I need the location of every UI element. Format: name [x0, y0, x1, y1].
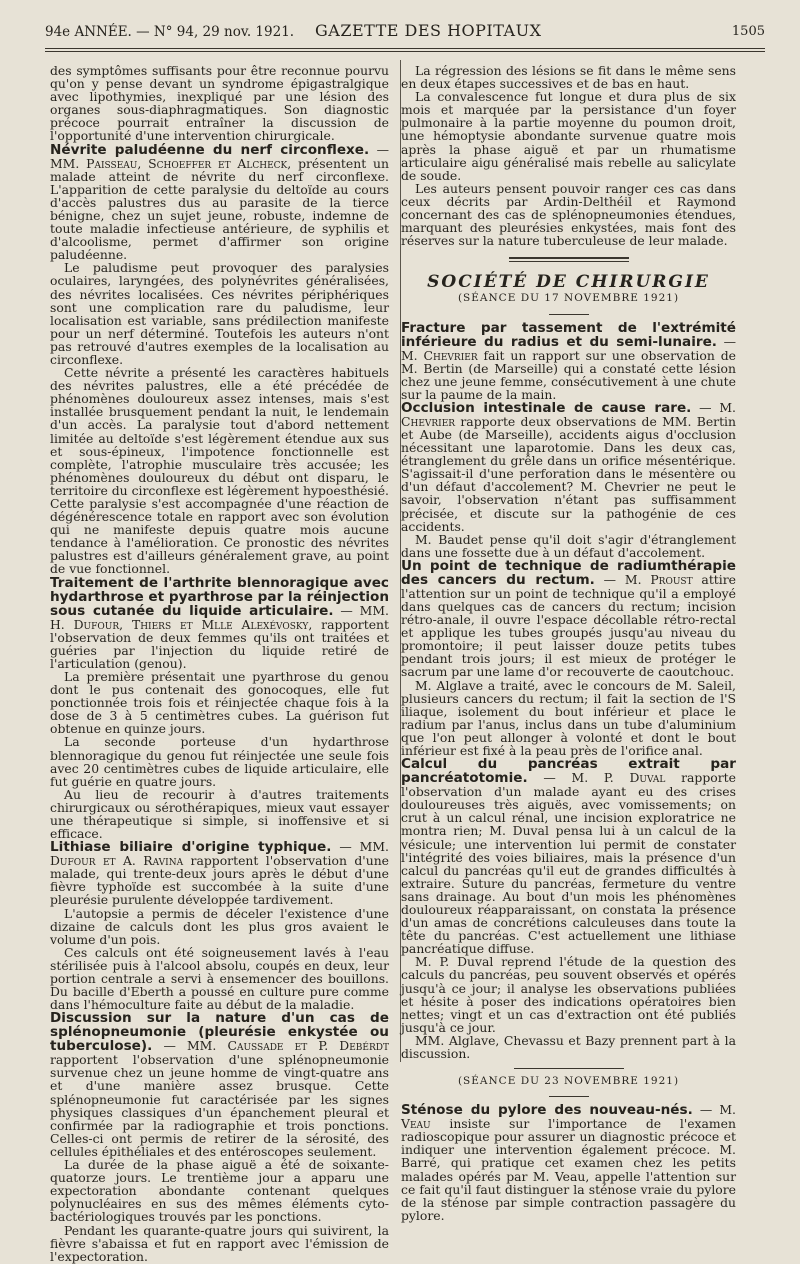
article-authors: — M. Chevrier — [401, 333, 736, 363]
article-text: attire l'attention sur un point de technique qu'il a employé dans quelques cas de cancers du rectum; incision rétro-anale, il ouvre l'espace décollable rétro-rectal et applique les tubes groupés jusqu'au niveau du promontoire; il peut laisser douze petits tubes pendant trois jours; il est mieux de protéger le sacrum par une lame d'or recouverte de caoutchouc. — [401, 571, 736, 680]
article-text: rapportent l'observation de deux femmes qu'ils ont traitées et guéries par l'injection du liquide retiré de l'articulation (genou). — [50, 616, 389, 671]
article-authors: — M. Proust — [603, 571, 693, 587]
right-column — [401, 64, 736, 1222]
article-authors: — M. Veau — [401, 1102, 736, 1132]
paragraph: M. Alglave a traité, avec le concours de M. Saleil, plusieurs cancers du rectum; il fait la section de l'S iliaque, isolement du bout inférieur et place le radium par l'anus, inclus dans un tube d'aluminium que l'on peut allonger à volonté et dont le bout inférieur est fixé à la peau près de l'orifice anal. — [401, 677, 736, 759]
article-text: insiste sur l'importance de l'examen radioscopique pour assurer un diagnostic précoce et indiquer une intervention également précoce. M. Barré, qui pratique cet examen chez les petits malades opérés par M. Veau, appelle l'attention sur ce fait qu'il faut distinguer la sténose vraie du pylore de la sténose par simple contraction passagère du pylore. — [401, 1116, 736, 1223]
article-text: rapporte l'observation d'un malade ayant eu des crises douloureuses très aiguës, avec vomissements; on crut à un calcul rénal, une incision exploratrice ne montra rien; M. Duval pensa lui à un calcul de la vésicule; une intervention lui permit de constater l'intégrité des voies biliaires, mais la présence d'un calcul du pancréas qu'il eut de grandes difficultés à extraire. Suture du pancréas, fermeture du ventre sans drainage. Au bout d'un mois les phénomènes douloureux réapparaissant, on constata la présence d'un amas de concrétions calculeuses dans toute la tête du pancréas. C'est actuellement une lithiase pancréatique diffuse. — [401, 770, 736, 957]
article-title: Occlusion intestinale de cause rare. — [401, 399, 692, 416]
paragraph: Ces calculs ont été soigneusement lavés à l'eau stérilisée puis à l'alcool absolu, coupés en deux, leur portion centrale a servi à ensemencer des bouillons. Du bacille d'Eberth a poussé en culture pure comme dans l'hémoculture faite au début de la maladie. — [50, 944, 389, 1013]
article-title: Névrite paludéenne du nerf circonflexe. — [50, 141, 370, 158]
article-title: Un point de technique de radiumthérapie des cancers du rectum. — [401, 557, 736, 588]
article-title: Calcul du pancréas extrait par pancréatotomie. — [401, 756, 736, 787]
paragraph: La régression des lésions se fit dans le même sens en deux étapes successives et de bas en haut. — [401, 63, 736, 92]
article-title: Traitement de l'arthrite blennoragique avec hydarthrose et pyarthrose par la réinjection sous cutanée du liquide articulaire. — [50, 574, 389, 619]
separator — [549, 1096, 589, 1097]
article-authors: — MM. Caussade et P. Debérdt — [163, 1038, 389, 1054]
article-title: Fracture par tassement de l'extrémité inférieure du radius et du semi-lunaire. — [401, 319, 736, 350]
paragraph: M. Baudet pense qu'il doit s'agir d'étranglement dans une fossette due à un défaut d'accolement. — [401, 531, 736, 560]
issue-info: 94e ANNÉE. — N° 94, 29 nov. 1921. — [45, 24, 295, 40]
article-text: fait un rapport sur une observation de M. Bertin (de Marseille) qui a constaté cette lésion chez une jeune femme, consécutivement à une chute sur la paume de la main. — [401, 347, 737, 402]
article-authors: — MM. Dufour et A. Ravina — [50, 839, 389, 869]
article-authors: — MM. H. Dufour, Thiers et Mlle Alexévosky, — [50, 602, 389, 632]
header-rule-2 — [45, 51, 765, 52]
separator — [549, 314, 589, 315]
journal-title: GAZETTE DES HOPITAUX — [315, 21, 542, 40]
section-separator — [509, 257, 629, 262]
section-title: SOCIÉTÉ DE CHIRURGIE — [427, 272, 710, 293]
section-session: (SÉANCE DU 23 NOVEMBRE 1921) — [457, 1075, 680, 1088]
article-text: présentent un malade atteint de névrite du nerf circonflexe. L'apparition de cette paralysie du deltoïde au cours d'accès palustres dus au parasite de la tierce bénigne, chez un sujet jeune, robuste, indemne de toute maladie infectieuse antérieure, de syphilis et d'alcoolisme, permet d'affirmer son origine paludéenne. — [50, 155, 389, 263]
article-text: rapportent l'observation d'une splénopneumonie survenue chez un jeune homme de vingt-quatre ans et d'une manière assez brusque. Cette splénopneumonie fut caractérisée par les signes physiques classiques d'un épanchement pleural et confirmée par la radiographie et trois ponctions. Celles-ci ont permis de retirer de la sérosité, des cellules épithéliales et des entéroscopes seulement. — [50, 1052, 389, 1159]
separator — [514, 1068, 624, 1069]
paragraph: des symptômes suffisants pour être reconnue pourvu qu'on y pense devant un syndrome épigastralgique avec lipothymies, inexpliqué par une lésion des organes sous-diaphragmatiques. Son diagnostic précoce pourrait entraîner la discussion de l'opportunité d'une intervention chirurgicale. — [50, 63, 389, 144]
paragraph: M. P. Duval reprend l'étude de la question des calculs du pancréas, peu souvent observés et opérés jusqu'à ce jour; il analyse les observations publiées et hésite à poser des indications opératoires bien nettes; vingt et un cas d'extraction ont été publiés jusqu'à ce jour. — [401, 954, 736, 1035]
article-authors: — MM. Paisseau, Schoeffer et Alcheck, — [50, 141, 389, 171]
article-text: rapportent l'observation d'une malade, qui trente-deux jours après le début d'une fièvre typhoïde est succombée à la suite d'une pleurésie purulente développée tardivement. — [50, 853, 390, 908]
article-text: rapporte deux observations de MM. Bertin et Aube (de Marseille), accidents aigus d'occlusion nécessitant une laparotomie. Dans les deux cas, étranglement du grêle dans un orifice mésentérique. S'agissait-il d'une perforation dans le mésentère ou d'un défaut d'accolement? M. Chevrier ne peut le savoir, l'observation n'étant pas suffisamment précisée, et discute sur la pathogénie de ces accidents. — [401, 413, 736, 534]
left-column — [50, 64, 389, 1263]
section-session: (SÉANCE DU 17 NOVEMBRE 1921) — [457, 292, 680, 305]
header-rule — [45, 48, 765, 49]
page-number: 1505 — [731, 24, 765, 39]
paragraph: La convalescence fut longue et dura plus de six mois et marquée par la persistance d'un foyer pulmonaire à la partie moyenne du poumon droit, une hémoptysie abondante survenue quatre mois après la phase aiguë et par un rhumatisme articulaire aigu généralisé mais rebelle au salicylate de soude. — [401, 89, 736, 183]
paragraph: L'autopsie a permis de déceler l'existence d'une dizaine de calculs dont les plus gros avaient le volume d'un pois. — [50, 905, 389, 947]
paragraph: Au lieu de recourir à d'autres traitements chirurgicaux ou sérothérapiques, mieux vaut essayer une thérapeutique si simple, si inoffensive et si efficace. — [50, 786, 389, 842]
paragraph: MM. Alglave, Chevassu et Bazy prennent part à la discussion. — [401, 1032, 736, 1061]
paragraph: Cette névrite a présenté les caractères habituels des névrites palustres, elle a été précédée de phénomènes douloureux assez intenses, mais s'est installée brusquement pendant la nuit, le lendemain d'un accès. La paralysie tout d'abord nettement limitée au deltoïde s'est légèrement étendue aux sus et sous-épineux, l'impotence fonctionnelle est complète, l'atrophie musculaire très accusée; les phénomènes douloureux du début ont disparu, le territoire du circonflexe est légèrement hypoesthésié. Cette paralysie s'est accompagnée d'une réaction de dégénérescence totale en rapport avec son évolution qui ne manifeste depuis quatre mois aucune tendance à l'amélioration. Ce pronostic des névrites palustres est d'ailleurs généralement grave, au point de vue fonctionnel. — [50, 365, 389, 577]
paragraph: La durée de la phase aiguë a été de soixante-quatorze jours. Le trentième jour a apparu une expectoration abondante contenant quelques polynucléaires en sus des mêmes éléments cyto-bactériologiques trouvés par les ponctions. — [50, 1157, 389, 1225]
paragraph: La seconde porteuse d'un hydarthrose blennoragique du genou fut réinjectée une seule fois avec 20 centimètres cubes de liquide articulaire, elle fut guérie en quatre jours. — [50, 734, 389, 789]
article-authors: — M. Chevrier — [401, 399, 736, 429]
article-title: Sténose du pylore des nouveau-nés. — [401, 1102, 693, 1119]
page-header — [45, 18, 765, 46]
article-title: Lithiase biliaire d'origine typhique. — [50, 839, 332, 856]
article-authors: — M. P. Duval — [543, 770, 666, 786]
paragraph: Les auteurs pensent pouvoir ranger ces cas dans ceux décrits par Ardin-Delthéil et Raymond concernant des cas de splénopneumonies étendues, marquant des pleurésies enkystées, mais font des réserves sur la nature tuberculeuse de leur malade. — [401, 180, 736, 249]
paragraph: Le paludisme peut provoquer des paralysies oculaires, laryngées, des polynévrites généralisées, des névrites localisées. Ces névrites périphériques sont une complication rare du paludisme, leur localisation est variable, sans prédilection manifeste pour un nerf déterminé. Toutefois les auteurs n'ont pas retrouvé d'autres exemples de la localisation au circonflexe. — [50, 260, 389, 367]
paragraph: La première présentait une pyarthrose du genou dont le pus contenait des gonocoques, elle fut ponctionnée trois fois et réinjectée chaque fois à la dose de 3 à 5 centimètres cubes. La guérison fut obtenue en quinze jours. — [50, 668, 389, 737]
article-title: Discussion sur la nature d'un cas de splénopneumonie (pleurésie enkystée ou tuberculose). — [50, 1010, 389, 1055]
paragraph: Pendant les quarante-quatre jours qui suivirent, la fièvre s'abaissa et fut en rapport avec l'émission de l'expectoration. — [50, 1222, 389, 1264]
